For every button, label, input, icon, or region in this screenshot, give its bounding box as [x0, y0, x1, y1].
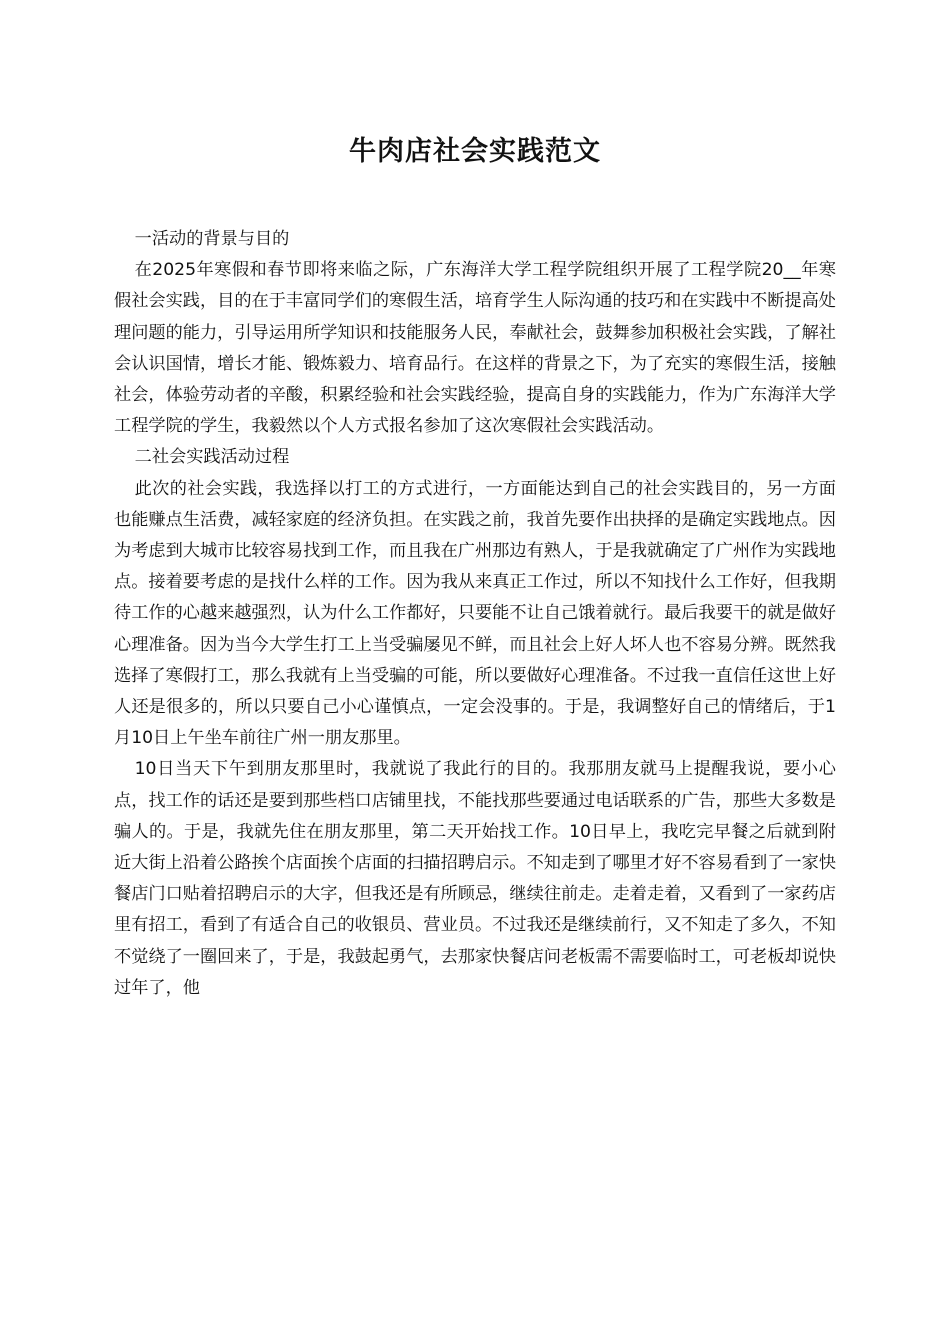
paragraph-process-day10: 10日当天下午到朋友那里时，我就说了我此行的目的。我那朋友就马上提醒我说，要小心点，找工作的话还是要到那些档口店铺里找，不能找那些要通过电话联系的广告，那些大多数是骗人的。于是，我就先住在朋友那里，第二天开始找工作。10日早上，我吃完早餐之后就到附近大街上沿着公路挨个店面挨个店面的扫描招聘启示。不知走到了哪里才好不容易看到了一家快餐店门口贴着招聘启示的大字，但我还是有所顾忌，继续往前走。走着走着，又看到了一家药店里有招工，看到了有适合自己的收银员、营业员。不过我还是继续前行，又不知走了多久，不知不觉绕了一圈回来了，于是，我鼓起勇气，去那家快餐店问老板需不需要临时工，可老板却说快过年了，他	[114, 759, 836, 998]
section-heading-process: 二社会实践活动过程	[134, 447, 290, 468]
paragraph-process-intro: 此次的社会实践，我选择以打工的方式进行，一方面能达到自己的社会实践目的，另一方面也能赚点生活费，减轻家庭的经济负担。在实践之前，我首先要作出抉择的是确定实践地点。因为考虑到大城市比较容易找到工作，而且我在广州那边有熟人，于是我就确定了广州作为实践地点。接着要考虑的是找什么样的工作。因为我从来真正工作过，所以不知找什么工作好，但我期待工作的心越来越强烈，认为什么工作都好，只要能不让自己饿着就行。最后我要干的就是做好心理准备。因为当今大学生打工上当受骗屡见不鲜，而且社会上好人坏人也不容易分辨。既然我选择了寒假打工，那么我就有上当受骗的可能，所以要做好心理准备。不过我一直信任这世上好人还是很多的，所以只要自己小心谨慎点，一定会没事的。于是，我调整好自己的情绪后，于1月10日上午坐车前往广州一朋友那里。	[114, 478, 836, 749]
section-heading-background: 一活动的背景与目的	[134, 229, 290, 249]
paragraph-background: 在2025年寒假和春节即将来临之际，广东海洋大学工程学院组织开展了工程学院20__年寒假社会实践，目的在于丰富同学们的寒假生活，培育学生人际沟通的技巧和在实践中不断提高处理问题的能力，引导运用所学知识和技能服务人民，奉献社会，鼓舞参加积极社会实践，了解社会认识国情，增长才能、锻炼毅力、培育品行。在这样的背景之下，为了充实的寒假生活，接触社会，体验劳动者的辛酸，积累经验和社会实践经验，提高自身的实践能力，作为广东海洋大学工程学院的学生，我毅然以个人方式报名参加了这次寒假社会实践活动。	[114, 260, 836, 437]
document-title: 牛肉店社会实践范文	[349, 136, 601, 167]
document-body	[114, 224, 836, 1004]
